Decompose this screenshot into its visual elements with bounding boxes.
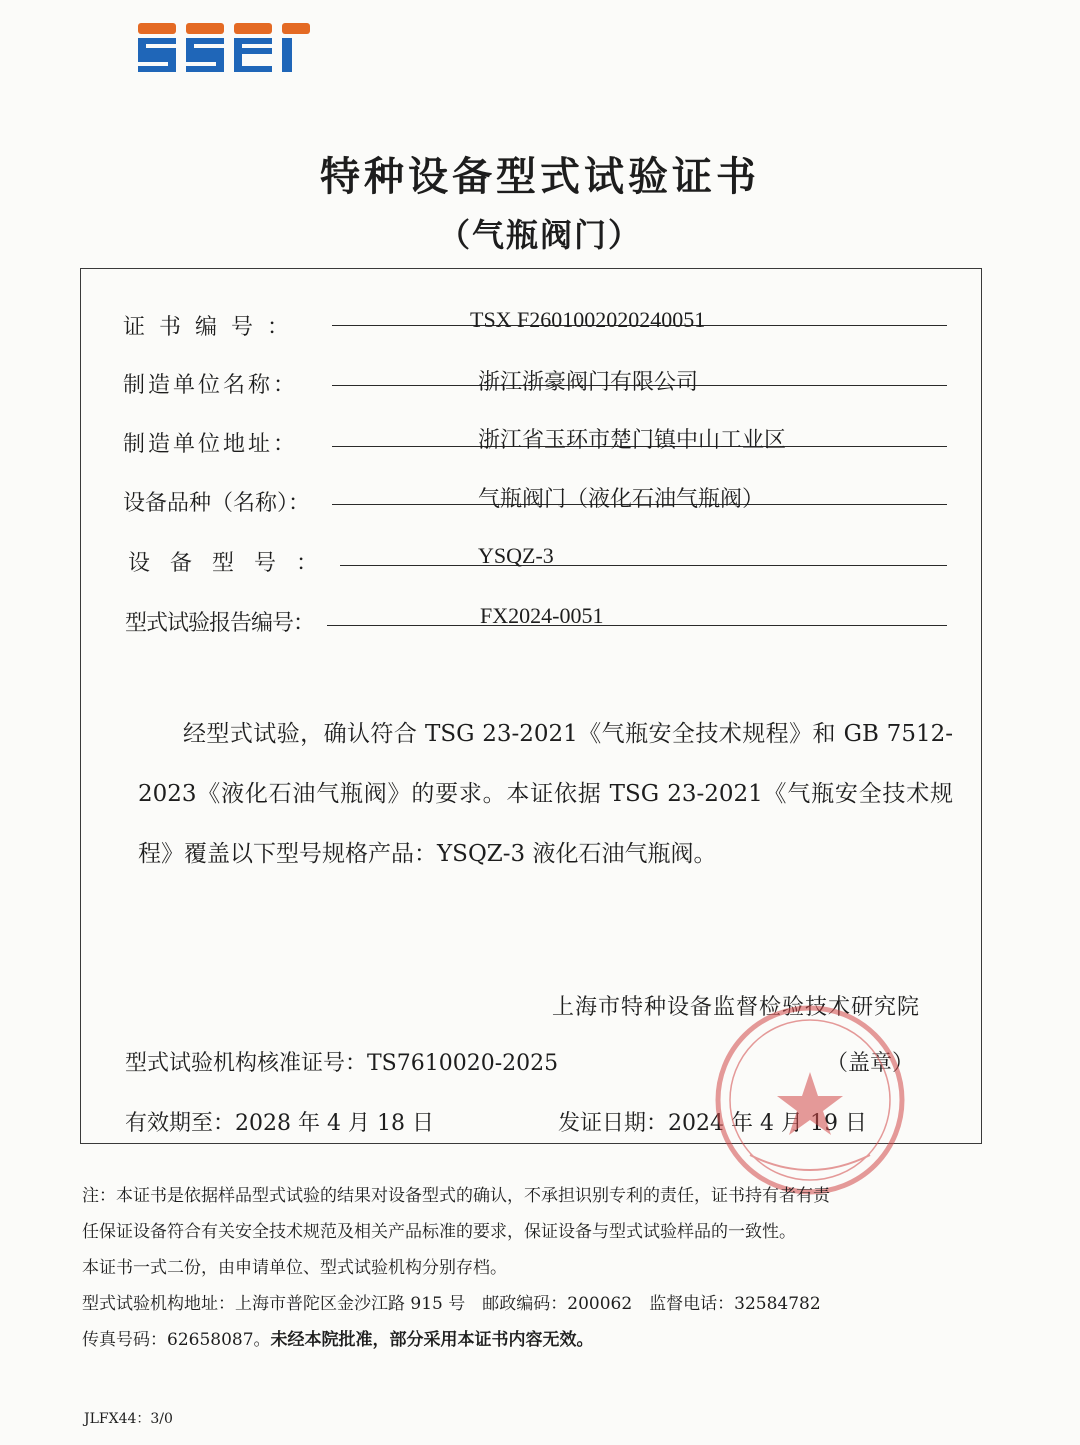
statement-text: 经型式试验，确认符合 TSG 23-2021《气瓶安全技术规程》和 GB 7512-2023《液化石油气瓶阀》的要求。本证依据 TSG 23-2021《气瓶安全技术规程》覆盖以下型号规格产品：YSQZ-3 液化石油气瓶阀。	[138, 721, 953, 867]
note-line: 注：本证书是依据样品型式试验的结果对设备型式的确认，不承担识别专利的责任，证书持有者有责	[82, 1186, 830, 1206]
field-label: 设备型号：	[128, 551, 339, 576]
issue-date: 发证日期：2024 年 4 月 19 日	[558, 1111, 867, 1136]
field-label: 证书编号：	[123, 315, 304, 340]
note-line: 型式试验机构地址：上海市普陀区金沙江路 915 号 邮政编码：200062 监督电话：32584782	[82, 1294, 821, 1314]
form-code: JLFX44：3/0	[84, 1411, 173, 1427]
official-seal	[710, 1000, 910, 1200]
field-value: 气瓶阀门（液化石油气瓶阀）	[478, 487, 765, 512]
note-line	[82, 1322, 1002, 1358]
conformity-statement	[138, 704, 953, 884]
field-underline	[340, 565, 947, 566]
field-value: TSX F2601002020240051	[470, 307, 706, 332]
field-value: 浙江浙豪阀门有限公司	[478, 370, 699, 395]
approval-number: 型式试验机构核准证号：TS7610020-2025	[125, 1051, 559, 1076]
field-label: 型式试验报告编号：	[125, 611, 315, 636]
field-value: 浙江省玉环市楚门镇中山工业区	[478, 428, 787, 453]
fax-number: 传真号码：62658087。	[82, 1330, 271, 1350]
field-label: 制造单位名称：	[123, 373, 299, 398]
field-label: 设备品种（名称）：	[123, 491, 311, 516]
notes-section	[82, 1178, 1002, 1358]
certificate-subtitle: （气瓶阀门）	[437, 216, 642, 254]
usage-warning: 未经本院批准，部分采用本证书内容无效。	[270, 1330, 594, 1350]
note-line: 任保证设备符合有关安全技术规范及相关产品标准的要求，保证设备与型式试验样品的一致性。	[82, 1222, 796, 1242]
field-value: YSQZ-3	[478, 543, 554, 568]
issuing-authority: 上海市特种设备监督检验技术研究院	[552, 995, 921, 1020]
field-label: 制造单位地址：	[123, 432, 299, 457]
valid-until: 有效期至：2028 年 4 月 18 日	[125, 1111, 434, 1136]
note-line: 本证书一式二份，由申请单位、型式试验机构分别存档。	[82, 1258, 507, 1278]
field-underline	[327, 625, 947, 626]
ssei-logo	[132, 20, 322, 76]
field-value: FX2024-0051	[480, 603, 604, 628]
certificate-title: 特种设备型式试验证书	[320, 154, 760, 200]
seal-note: （盖章）	[826, 1051, 915, 1076]
